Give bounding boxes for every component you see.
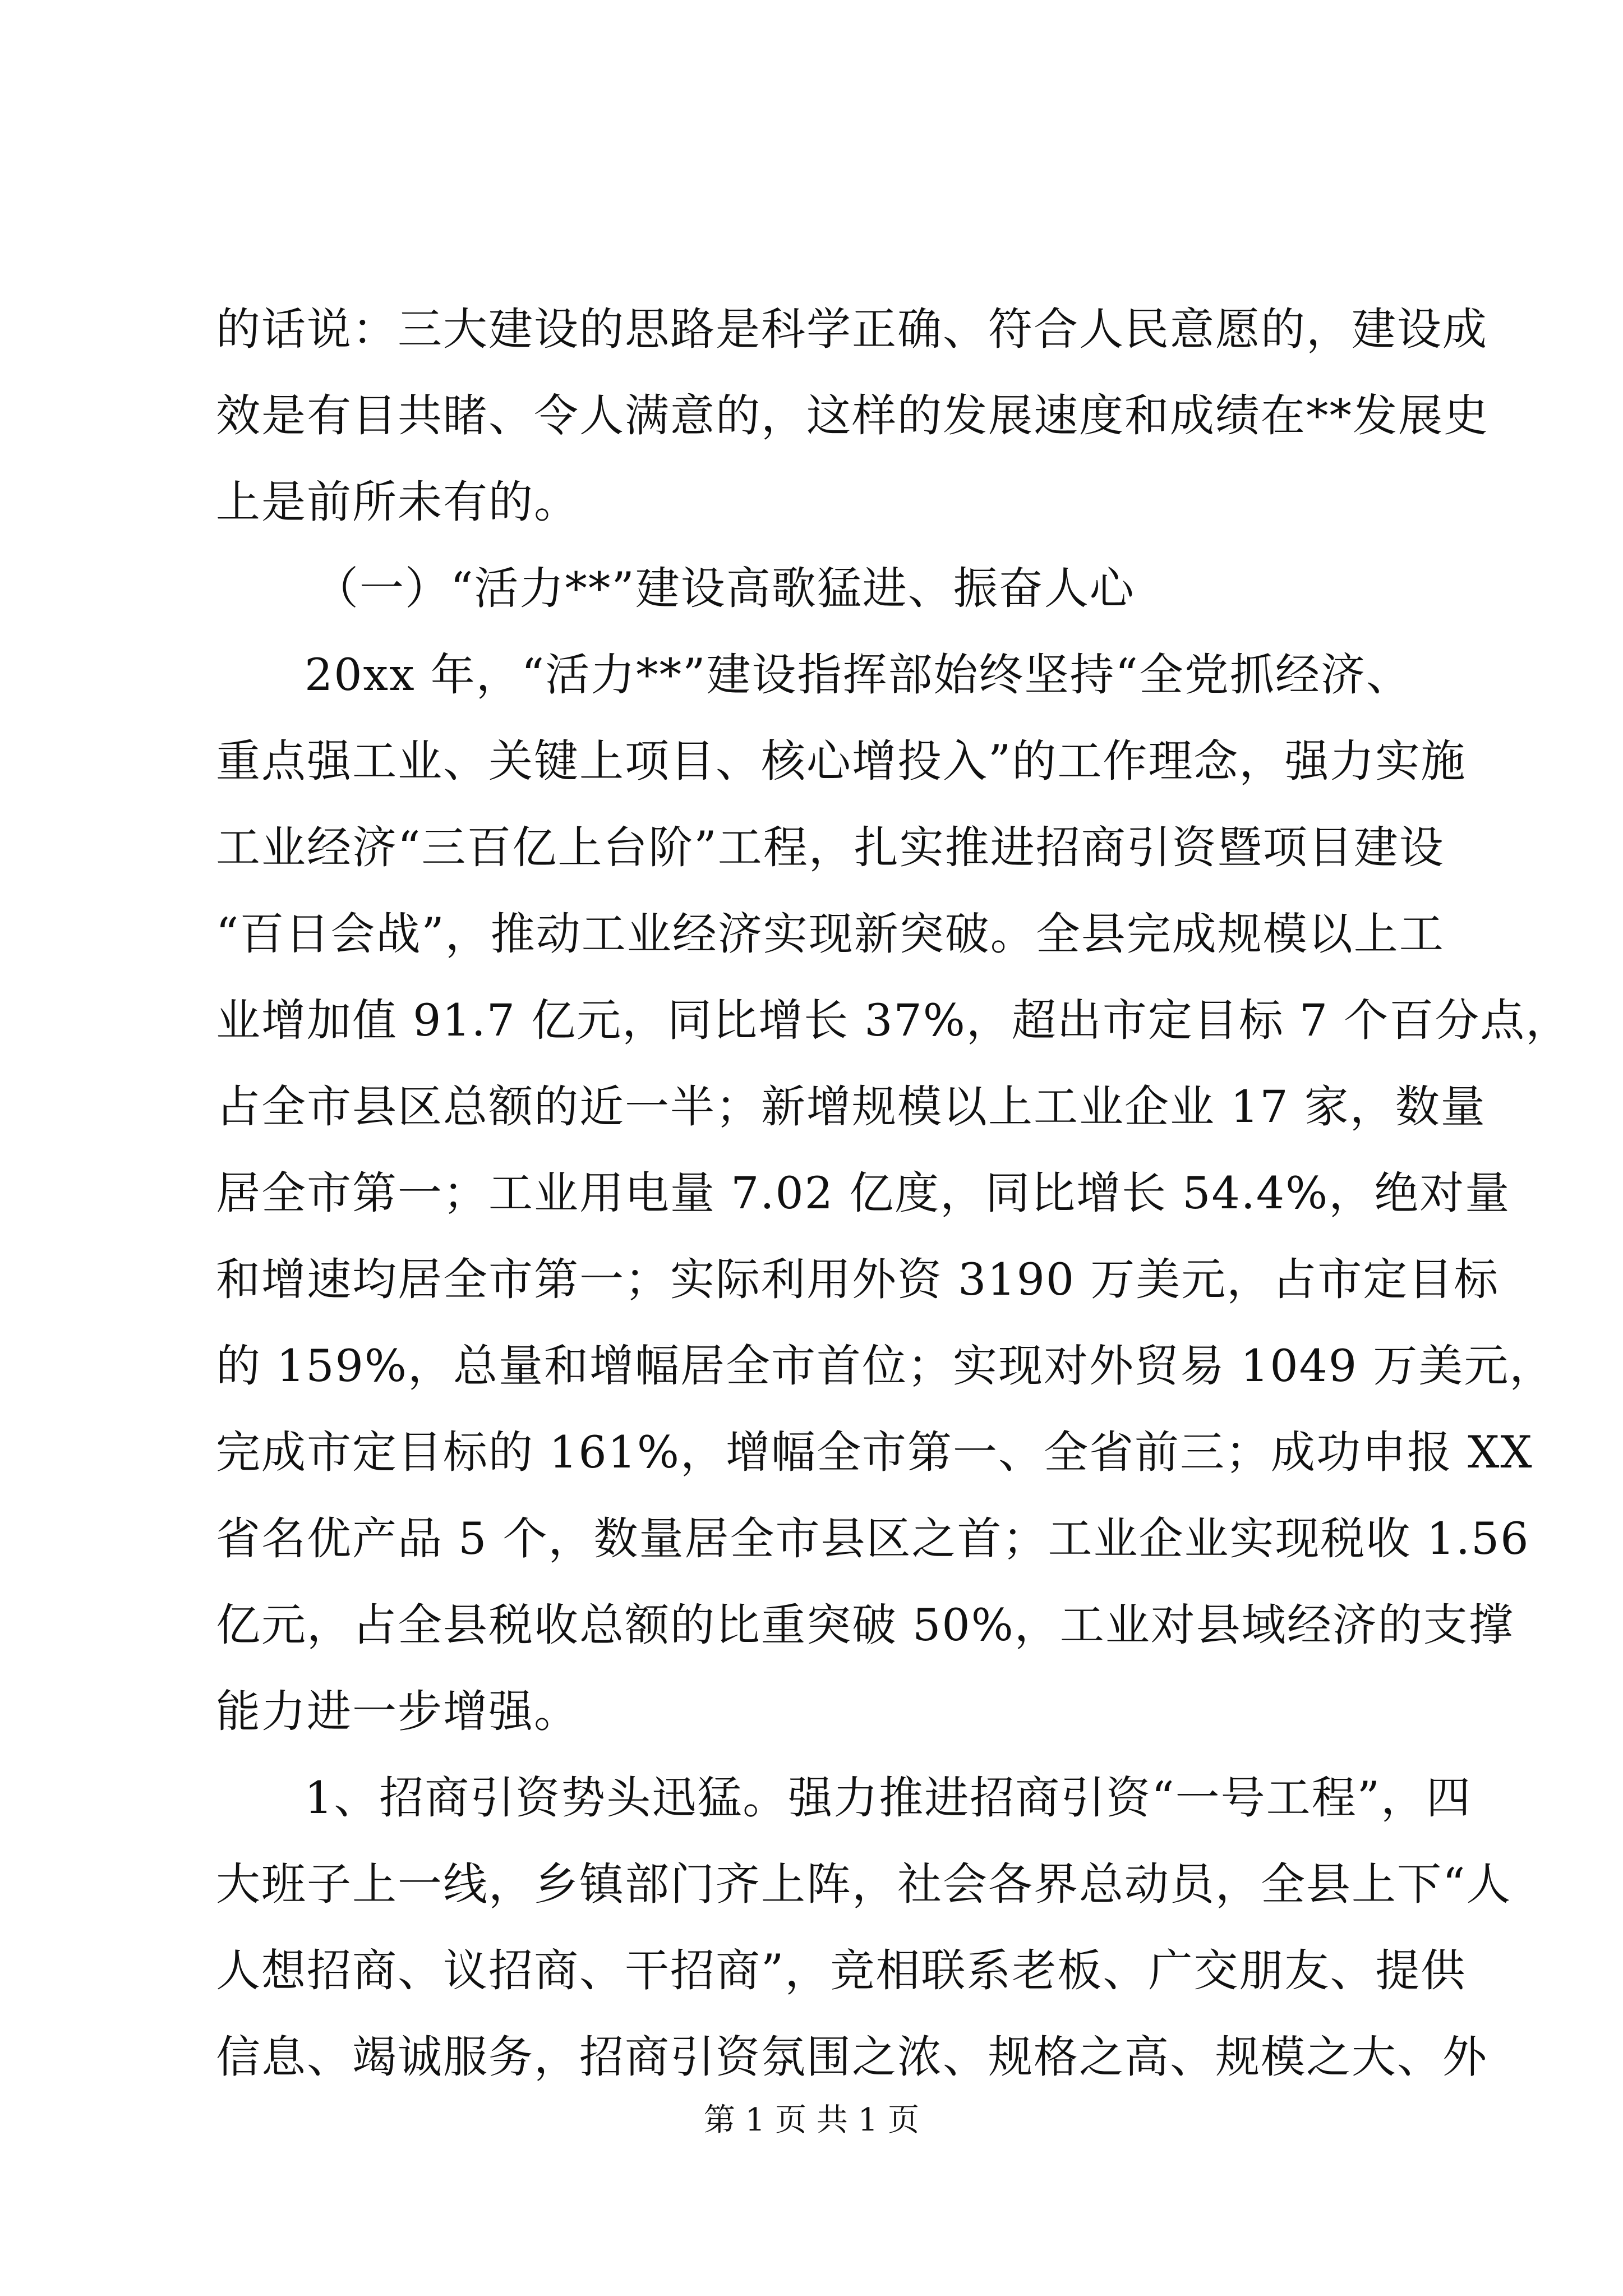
text-line: “百日会战”，推动工业经济实现新突破。全县完成规模以上工 [216, 908, 1445, 960]
page-number: 第 1 页 共 1 页 [703, 2102, 920, 2138]
text-line: 省名优产品 5 个，数量居全市县区之首；工业企业实现税收 1.56 [216, 1513, 1530, 1565]
text-line: 1、招商引资势头迅猛。强力推进招商引资“一号工程”，四 [305, 1772, 1472, 1824]
text-line: 大班子上一线，乡镇部门齐上阵，社会各界总动员，全县上下“人 [216, 1858, 1512, 1910]
text-line: 完成市定目标的 161%，增幅全市第一、全省前三；成功申报 XX [216, 1427, 1533, 1478]
text-line: 工业经济“三百亿上台阶”工程，扎实推进招商引资暨项目建设 [216, 822, 1445, 873]
text-line: 和增速均居全市第一；实际利用外资 3190 万美元，占市定目标 [216, 1254, 1500, 1305]
text-line: 的话说：三大建设的思路是科学正确、符合人民意愿的，建设成 [216, 303, 1488, 355]
text-line: 业增加值 91.7 亿元，同比增长 37%，超出市定目标 7 个百分点， [216, 995, 1571, 1046]
text-line: 上是前所未有的。 [216, 476, 579, 528]
text-line: 亿元，占全县税收总额的比重突破 50%，工业对县域经济的支撑 [216, 1599, 1514, 1651]
text-line: 能力进一步增强。 [216, 1686, 579, 1737]
text-line: 人想招商、议招商、干招商”，竞相联系老板、广交朋友、提供 [216, 1945, 1467, 1996]
section-heading: （一）“活力**”建设高歌猛进、振奋人心 [314, 563, 1135, 614]
text-line: 的 159%，总量和增幅居全市首位；实现对外贸易 1049 万美元， [216, 1340, 1555, 1392]
text-line: 效是有目共睹、令人满意的，这样的发展速度和成绩在**发展史 [216, 390, 1489, 441]
text-line: 信息、竭诚服务，招商引资氛围之浓、规格之高、规模之大、外 [216, 2031, 1488, 2083]
text-line: 占全市县区总额的近一半；新增规模以上工业企业 17 家，数量 [216, 1081, 1486, 1133]
text-line: 20xx 年，“活力**”建设指挥部始终坚持“全党抓经济、 [305, 649, 1412, 701]
page-footer [0, 2098, 1623, 2143]
text-line: 居全市第一；工业用电量 7.02 亿度，同比增长 54.4%，绝对量 [216, 1167, 1511, 1219]
text-line: 重点强工业、关键上项目、核心增投入”的工作理念，强力实施 [216, 735, 1467, 787]
body-text [216, 286, 1571, 2100]
